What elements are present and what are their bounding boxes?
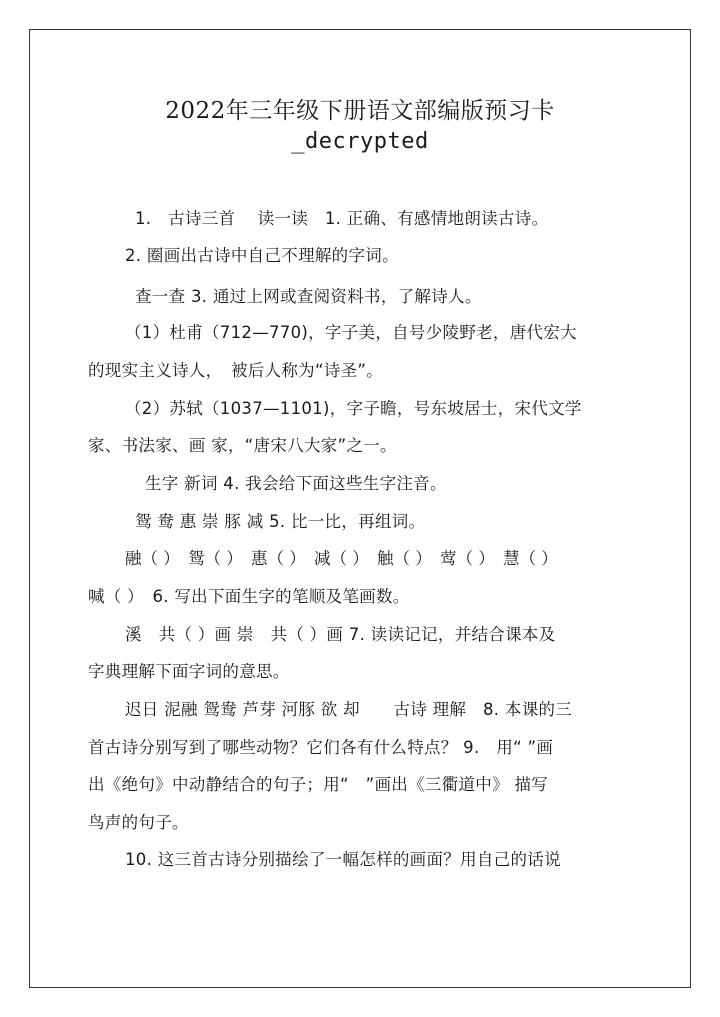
page-border xyxy=(29,29,691,988)
text-line-2: 2. 圈画出古诗中自己不理解的字词。 xyxy=(125,246,399,265)
text-line-1: 1. 古诗三首 读一读 1. 正确、有感情地朗读古诗。 xyxy=(135,209,549,228)
document-title: 2022年三年级下册语文部编版预习卡 xyxy=(165,98,555,124)
text-line-14: 迟日 泥融 鸳鸯 芦芽 河豚 欲 却 古诗 理解 8. 本课的三 xyxy=(125,700,573,719)
document-title-suffix: _decrypted xyxy=(291,129,429,154)
text-line-8: 生字 新词 4. 我会给下面这些生字注音。 xyxy=(145,474,447,493)
text-line-4: （1）杜甫（712—770)，字子美，自号少陵野老，唐代宏大 xyxy=(125,323,577,342)
text-line-5: 的现实主义诗人， 被后人称为“诗圣”。 xyxy=(88,361,384,380)
text-line-7: 家、书法家、画 家，“唐宋八大家”之一。 xyxy=(88,436,397,455)
text-line-16: 出《绝句》中动静结合的句子；用“ ”画出《三衢道中》 描写 xyxy=(88,775,549,794)
text-line-18: 10. 这三首古诗分别描绘了一幅怎样的画面？用自己的话说 xyxy=(125,850,561,869)
text-line-10: 融（ ） 鸳（ ） 惠（ ） 减（ ） 触（ ） 莺（ ） 慧（ ） xyxy=(125,549,558,568)
text-line-15: 首古诗分别写到了哪些动物？它们各有什么特点？ 9. 用“ ”画 xyxy=(88,738,554,757)
text-line-6: （2）苏轼（1037—1101)，字子瞻，号东坡居士，宋代文学 xyxy=(125,399,582,418)
text-line-13: 字典理解下面字词的意思。 xyxy=(88,662,290,681)
text-line-12: 溪 共（ ）画 崇 共（ ）画 7. 读读记记，并结合课本及 xyxy=(125,625,556,644)
text-line-17: 鸟声的句子。 xyxy=(88,813,189,832)
text-line-9: 鸳 鸯 惠 崇 豚 减 5. 比一比，再组词。 xyxy=(135,512,426,531)
text-line-3: 查一查 3. 通过上网或查阅资料书，了解诗人。 xyxy=(135,287,482,306)
text-line-11: 喊（ ） 6. 写出下面生字的笔顺及笔画数。 xyxy=(88,587,410,606)
